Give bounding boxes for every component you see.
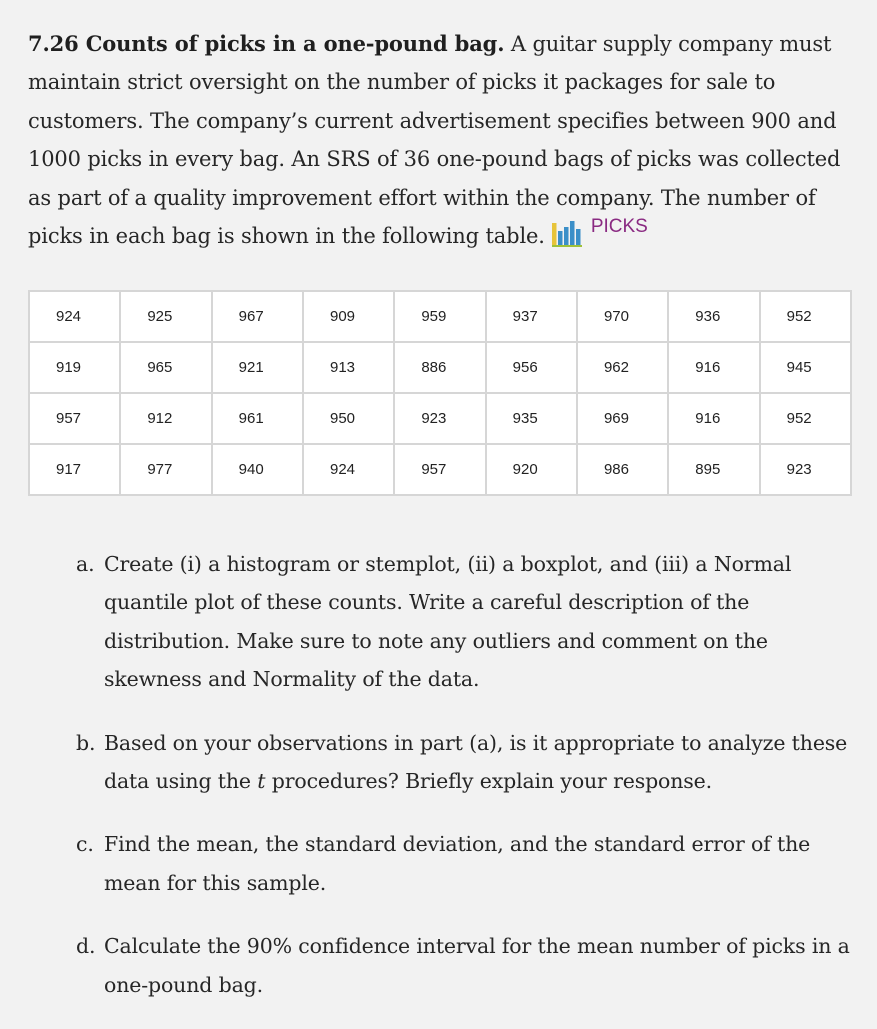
table-cell: 957: [395, 445, 484, 494]
table-cell: 916: [669, 343, 758, 392]
table-cell: 917: [30, 445, 119, 494]
table-cell: 967: [213, 292, 302, 341]
part-text: Create (i) a histogram or stemplot, (ii) a boxplot, and (iii) a Normal quantile plot of these counts. Write a careful description of the distribution. Make sure to note any outliers and comment on the skewness and Normality of the data.: [104, 552, 792, 692]
table-cell: 913: [304, 343, 393, 392]
table-cell: 924: [304, 445, 393, 494]
table-cell: 950: [304, 394, 393, 443]
table-cell: 952: [761, 292, 850, 341]
table-cell: 957: [30, 394, 119, 443]
table-cell: 952: [761, 394, 850, 443]
table-cell: 962: [578, 343, 667, 392]
table-cell: 923: [761, 445, 850, 494]
table-cell: 977: [121, 445, 210, 494]
t-symbol: t: [257, 769, 266, 794]
part-letter: c.: [76, 832, 94, 857]
table-cell: 969: [578, 394, 667, 443]
table-cell: 886: [395, 343, 484, 392]
picks-data-table: [28, 290, 852, 496]
part-text-post: procedures? Briefly explain your response.: [265, 769, 713, 794]
table-cell: 936: [669, 292, 758, 341]
table-cell: 925: [121, 292, 210, 341]
part-c: [76, 825, 856, 902]
part-text: Calculate the 90% confidence interval for the mean number of picks in a one-pound bag.: [104, 934, 850, 997]
part-letter: a.: [76, 552, 95, 576]
table-cell: 909: [304, 292, 393, 341]
table-cell: 919: [30, 343, 119, 392]
table-row: [30, 445, 850, 494]
part-b: [76, 724, 856, 801]
table-cell: 959: [395, 292, 484, 341]
part-text: Find the mean, the standard deviation, and the standard error of the mean for this sample.: [104, 832, 811, 895]
table-cell: 937: [487, 292, 576, 341]
part-letter: b.: [76, 730, 96, 755]
table-cell: 961: [213, 394, 302, 443]
table-cell: 965: [121, 343, 210, 392]
table-cell: 895: [669, 445, 758, 494]
table-cell: 986: [578, 445, 667, 494]
table-cell: 923: [395, 394, 484, 443]
table-row: [30, 343, 850, 392]
table-row: [30, 394, 850, 443]
table-cell: 921: [213, 343, 302, 392]
table-cell: 970: [578, 292, 667, 341]
table-cell: 912: [121, 394, 210, 443]
dataset-label[interactable]: PICKS: [590, 216, 648, 238]
part-a: [76, 545, 856, 699]
table-cell: 916: [669, 394, 758, 443]
table-row: [30, 292, 850, 341]
problem-intro: [28, 25, 858, 257]
problem-body: A guitar supply company must maintain strict oversight on the number of picks it packages for sale to customers. The company’s current advertisement specifies between 900 and 1000 picks in every bag. An SRS of 36 one-pound bags of picks was collected as part of a quality improvement effort within the company. The number of picks in each bag is shown in the following table.: [28, 32, 841, 249]
question-parts: [76, 545, 856, 1029]
table-cell: 945: [761, 343, 850, 392]
part-letter: d.: [76, 934, 96, 959]
table-cell: 920: [487, 445, 576, 494]
part-text-pre: Based on your observations in part (a), is it appropriate to analyze these data using the: [104, 730, 848, 794]
bar-chart-icon[interactable]: [551, 219, 585, 247]
table-cell: 940: [213, 445, 302, 494]
problem-title: 7.26 Counts of picks in a one-pound bag.: [28, 31, 505, 56]
table-cell: 935: [487, 394, 576, 443]
table-cell: 924: [30, 292, 119, 341]
table-cell: 956: [487, 343, 576, 392]
part-d: [76, 927, 856, 1004]
